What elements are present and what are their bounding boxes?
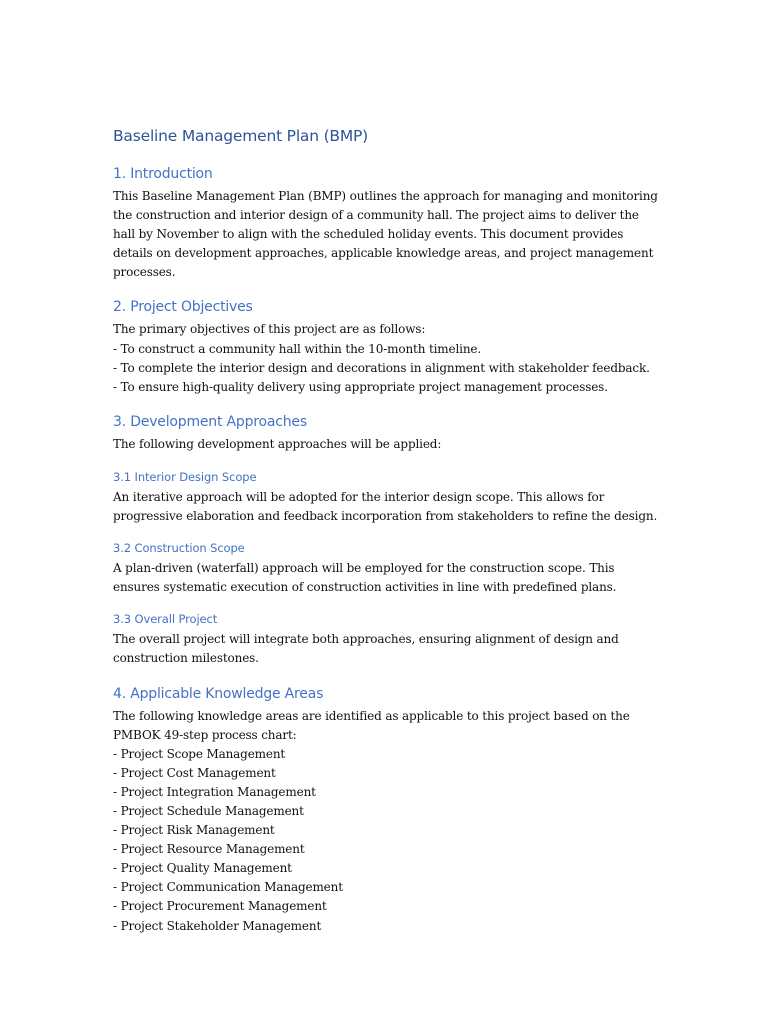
section-development-approaches (113, 411, 673, 669)
section-heading: 2. Project Objectives (113, 299, 253, 316)
subsection-interior-design-scope (113, 468, 673, 526)
subsection-body (113, 630, 673, 668)
document-page (113, 124, 673, 950)
subsection-heading: 3.1 Interior Design Scope (113, 469, 257, 484)
list-item: - Project Scope Management (113, 746, 286, 761)
list-item: - Project Stakeholder Management (113, 918, 322, 933)
section-applicable-knowledge-areas (113, 683, 673, 936)
text-line: progressive elaboration and feedback incorporation from stakeholders to refine the design. (113, 509, 658, 524)
text-line: PMBOK 49-step process chart: (113, 727, 297, 742)
list-item: - Project Communication Management (113, 880, 343, 895)
subsection-heading: 3.2 Construction Scope (113, 541, 245, 556)
text-line: A plan-driven (waterfall) approach will be employed for the construction scope. This (113, 561, 615, 576)
list-item: - Project Integration Management (113, 784, 316, 799)
text-line: An iterative approach will be adopted for the interior design scope. This allows for (113, 489, 605, 504)
subsection-body (113, 488, 673, 526)
section-project-objectives (113, 296, 673, 396)
list-item: - Project Quality Management (113, 861, 292, 876)
section-body (113, 187, 673, 282)
subsection-body (113, 559, 673, 597)
subsection-construction-scope (113, 539, 673, 597)
document-title: Baseline Management Plan (BMP) (113, 127, 369, 145)
section-body (113, 435, 673, 454)
text-line: the construction and interior design of a community hall. The project aims to deliver the (113, 208, 639, 223)
list-item: - Project Risk Management (113, 823, 275, 838)
text-line: construction milestones. (113, 651, 259, 666)
text-line: details on development approaches, applicable knowledge areas, and project management (113, 246, 654, 261)
section-heading: 3. Development Approaches (113, 413, 307, 430)
section-body (113, 707, 673, 936)
subsection-heading: 3.3 Overall Project (113, 612, 218, 627)
list-item: - To construct a community hall within the 10-month timeline. (113, 341, 482, 356)
text-line: hall by November to align with the scheduled holiday events. This document provides (113, 227, 624, 242)
section-heading: 4. Applicable Knowledge Areas (113, 685, 324, 702)
text-line: The overall project will integrate both approaches, ensuring alignment of design and (113, 632, 619, 647)
list-item: - Project Schedule Management (113, 803, 304, 818)
section-heading: 1. Introduction (113, 166, 213, 182)
text-line: The following development approaches will be applied: (113, 436, 442, 451)
text-line: The following knowledge areas are identified as applicable to this project based on the (113, 708, 630, 723)
list-item: - Project Procurement Management (113, 899, 327, 914)
text-line: This Baseline Management Plan (BMP) outlines the approach for managing and monitoring (113, 189, 658, 203)
text-line: processes. (113, 265, 176, 280)
list-item: - Project Cost Management (113, 765, 276, 780)
subsection-overall-project (113, 610, 673, 668)
text-line: The primary objectives of this project are as follows: (113, 322, 426, 337)
text-line: ensures systematic execution of construction activities in line with predefined plans. (113, 580, 617, 595)
list-item: - To complete the interior design and decorations in alignment with stakeholder feedback. (113, 360, 650, 375)
list-item: - Project Resource Management (113, 842, 305, 857)
section-introduction (113, 163, 673, 282)
list-item: - To ensure high-quality delivery using appropriate project management processes. (113, 379, 608, 394)
section-body (113, 320, 673, 396)
